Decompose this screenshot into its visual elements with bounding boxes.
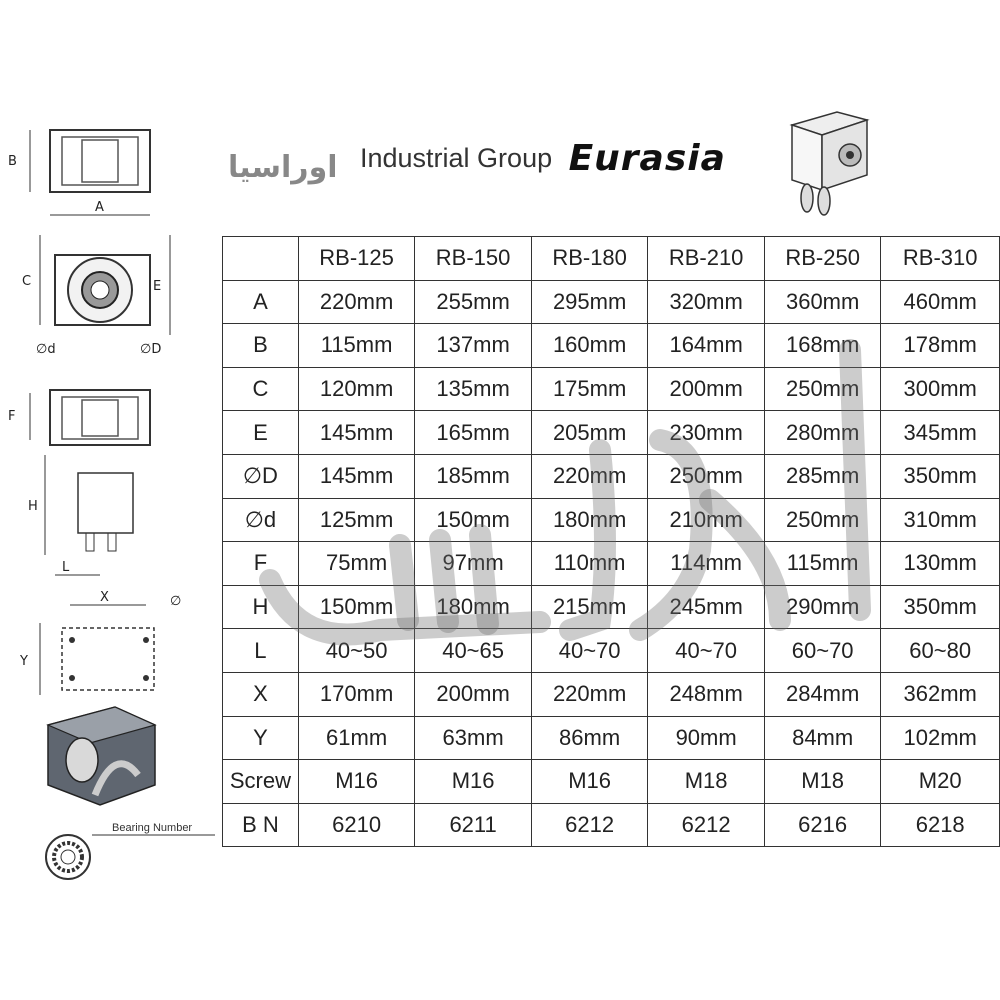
table-cell: 6210 (298, 803, 415, 847)
column-header: RB-150 (415, 237, 532, 281)
dim-label-small-d: ∅d (36, 342, 56, 357)
dim-label-h: H (28, 499, 38, 514)
table-cell: 63mm (415, 716, 532, 760)
row-label: Y (223, 716, 299, 760)
dim-label-x: X (100, 590, 109, 605)
table-cell: 230mm (648, 411, 765, 455)
table-cell: 135mm (415, 367, 532, 411)
header-corner-cell (223, 237, 299, 281)
table-cell: 115mm (764, 542, 881, 586)
row-label: B N (223, 803, 299, 847)
table-cell: 40~70 (648, 629, 765, 673)
brand-name: Eurasia (568, 138, 726, 179)
table-cell: 215mm (531, 585, 648, 629)
row-label: E (223, 411, 299, 455)
table-cell: 290mm (764, 585, 881, 629)
row-label: ∅D (223, 454, 299, 498)
table-cell: 200mm (415, 672, 532, 716)
spec-table (222, 236, 1000, 847)
row-label: X (223, 672, 299, 716)
dim-label-e: E (153, 279, 162, 294)
table-cell: 75mm (298, 542, 415, 586)
technical-drawings (0, 95, 215, 895)
row-label: ∅d (223, 498, 299, 542)
table-cell: M16 (531, 760, 648, 804)
table-cell: 6212 (648, 803, 765, 847)
table-cell: 60~80 (881, 629, 1000, 673)
table-cell: 145mm (298, 411, 415, 455)
table-row (223, 542, 1000, 586)
table-cell: 6212 (531, 803, 648, 847)
table-cell: 115mm (298, 324, 415, 368)
table-cell: 180mm (531, 498, 648, 542)
table-cell: 220mm (531, 672, 648, 716)
table-cell: 168mm (764, 324, 881, 368)
table-cell: 310mm (881, 498, 1000, 542)
table-cell: 175mm (531, 367, 648, 411)
table-row (223, 716, 1000, 760)
table-cell: 86mm (531, 716, 648, 760)
table-row (223, 672, 1000, 716)
table-cell: 160mm (531, 324, 648, 368)
table-cell: 210mm (648, 498, 765, 542)
table-row (223, 585, 1000, 629)
table-header-row (223, 237, 1000, 281)
table-cell: 6218 (881, 803, 1000, 847)
table-cell: 130mm (881, 542, 1000, 586)
table-cell: 97mm (415, 542, 532, 586)
table-row (223, 498, 1000, 542)
roller-box-3d-illustration (782, 100, 882, 220)
table-cell: 61mm (298, 716, 415, 760)
row-label: F (223, 542, 299, 586)
table-cell: 84mm (764, 716, 881, 760)
table-cell: 40~70 (531, 629, 648, 673)
table-cell: 6216 (764, 803, 881, 847)
arabic-brand-name: اوراسیا (228, 150, 338, 185)
table-cell: 178mm (881, 324, 1000, 368)
table-cell: 280mm (764, 411, 881, 455)
table-cell: 102mm (881, 716, 1000, 760)
row-label: C (223, 367, 299, 411)
dim-label-phi: ∅ (170, 594, 182, 609)
table-cell: 248mm (648, 672, 765, 716)
table-cell: 40~50 (298, 629, 415, 673)
bearing-number-label: Bearing Number (112, 822, 193, 834)
column-header: RB-180 (531, 237, 648, 281)
table-cell: 205mm (531, 411, 648, 455)
table-row (223, 280, 1000, 324)
table-cell: 285mm (764, 454, 881, 498)
row-label: Screw (223, 760, 299, 804)
column-header: RB-310 (881, 237, 1000, 281)
table-cell: 250mm (764, 367, 881, 411)
table-cell: 60~70 (764, 629, 881, 673)
table-cell: 300mm (881, 367, 1000, 411)
table-cell: 250mm (648, 454, 765, 498)
dim-label-b: B (8, 154, 17, 169)
table-row (223, 367, 1000, 411)
table-cell: 150mm (415, 498, 532, 542)
column-header: RB-250 (764, 237, 881, 281)
row-label: A (223, 280, 299, 324)
table-cell: 6211 (415, 803, 532, 847)
table-cell: 145mm (298, 454, 415, 498)
table-cell: 245mm (648, 585, 765, 629)
dim-label-large-d: ∅D (140, 342, 162, 357)
row-label: B (223, 324, 299, 368)
table-cell: M18 (648, 760, 765, 804)
table-cell: 220mm (298, 280, 415, 324)
table-cell: 360mm (764, 280, 881, 324)
table-cell: 114mm (648, 542, 765, 586)
table-cell: 137mm (415, 324, 532, 368)
table-cell: 362mm (881, 672, 1000, 716)
brand-header (360, 138, 726, 179)
table-cell: 295mm (531, 280, 648, 324)
table-cell: 150mm (298, 585, 415, 629)
table-cell: 40~65 (415, 629, 532, 673)
table-cell: 460mm (881, 280, 1000, 324)
table-cell: 90mm (648, 716, 765, 760)
table-cell: 120mm (298, 367, 415, 411)
table-cell: 170mm (298, 672, 415, 716)
table-cell: 185mm (415, 454, 532, 498)
industrial-group-text: Industrial Group (360, 143, 553, 173)
table-cell: 345mm (881, 411, 1000, 455)
column-header: RB-125 (298, 237, 415, 281)
table-row (223, 803, 1000, 847)
table-cell: M16 (298, 760, 415, 804)
table-row (223, 411, 1000, 455)
table-cell: M18 (764, 760, 881, 804)
table-cell: 250mm (764, 498, 881, 542)
table-cell: 180mm (415, 585, 532, 629)
table-cell: 350mm (881, 454, 1000, 498)
table-cell: 165mm (415, 411, 532, 455)
table-row (223, 454, 1000, 498)
table-cell: 350mm (881, 585, 1000, 629)
column-header: RB-210 (648, 237, 765, 281)
dim-label-l: L (62, 560, 70, 575)
table-cell: 220mm (531, 454, 648, 498)
table-cell: 125mm (298, 498, 415, 542)
table-cell: 320mm (648, 280, 765, 324)
table-cell: M16 (415, 760, 532, 804)
dim-label-f: F (8, 409, 16, 424)
table-cell: 255mm (415, 280, 532, 324)
dim-label-a: A (95, 200, 104, 215)
dim-label-c: C (22, 274, 32, 289)
table-cell: 110mm (531, 542, 648, 586)
row-label: H (223, 585, 299, 629)
row-label: L (223, 629, 299, 673)
table-row (223, 629, 1000, 673)
table-row (223, 324, 1000, 368)
table-cell: M20 (881, 760, 1000, 804)
table-cell: 164mm (648, 324, 765, 368)
table-cell: 200mm (648, 367, 765, 411)
table-row (223, 760, 1000, 804)
dim-label-y: Y (20, 654, 28, 669)
table-cell: 284mm (764, 672, 881, 716)
